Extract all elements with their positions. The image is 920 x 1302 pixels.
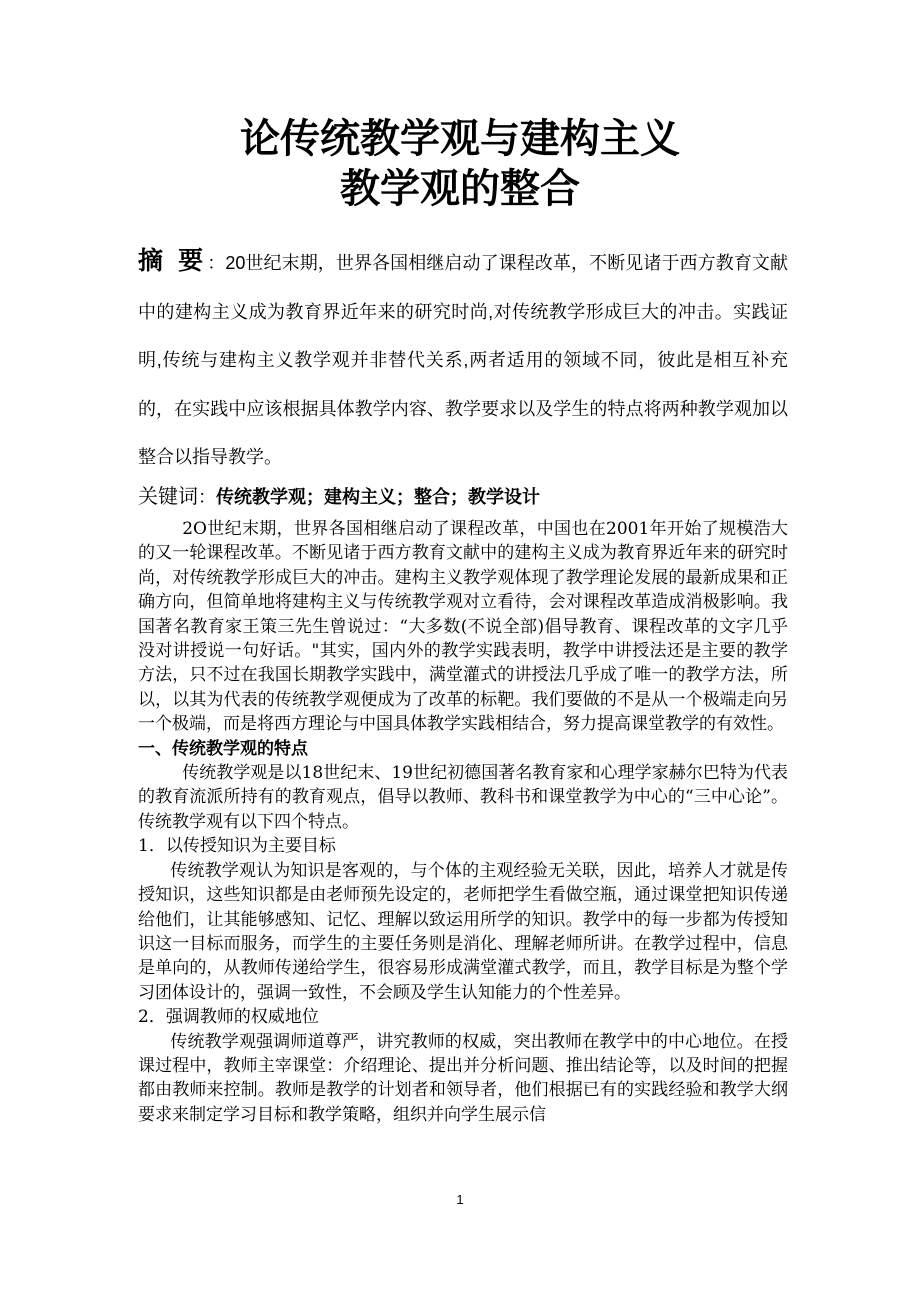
point-2-heading: 2．强调教师的权威地位 (138, 1007, 319, 1028)
body-text (138, 517, 788, 1127)
intro-paragraph: 2O世纪末期，世界各国相继启动了课程改革，中国也在2001年开始了规模浩大的又一轮课程改革。不断见诸于西方教育文献中的建构主义成为教育界近年来的研究时尚，对传统教学形成巨大的冲击。建构主义教学观体现了教学理论发展的最新成果和正确方向，但简单地将建构主义与传统教学观对立看待，会对课程改革造成消极影响。我国著名教育家王策三先生曾说过：“大多数(不说全部)倡导教育、课程改革的文字几乎没对讲授说一句好话。"其实，国内外的教学实践表明，教学中讲授法还是主要的教学方法，只不过在我国长期教学实践中，满堂灌式的讲授法几乎成了唯一的教学方法，所以，以其为代表的传统教学观便成为了改革的标靶。我们要做的不是从一个极端走向另一个极端，而是将西方理论与中国具体教学实践相结合，努力提高课堂教学的有效性。 (138, 519, 788, 735)
keywords (138, 481, 788, 513)
point-2-paragraph: 传统教学观强调师道尊严，讲究教师的权威，突出教师在教学中的中心地位。在授课过程中，教师主宰课堂：介绍理论、提出并分析问题、推出结论等，以及时间的把握都由教师来控制。教师是教学的计划者和领导者，他们根据已有的实践经验和教学大纲要求来制定学习目标和教学策略，组织并向学生展示信 (138, 1031, 788, 1125)
keywords-value: 传统教学观；建构主义；整合；教学设计 (216, 487, 540, 507)
section-1-paragraph: 传统教学观是以18世纪末、19世纪初德国著名教育家和心理学家赫尔巴特为代表的教育流派所持有的教育观点，倡导以教师、教科书和课堂教学为中心的“三中心论”。传统教学观有以下四个特点。 (138, 763, 788, 832)
point-1-heading: 1．以传授知识为主要目标 (138, 836, 336, 857)
keywords-colon: ： (198, 487, 216, 507)
abstract-colon: ： (207, 253, 226, 273)
point-1-paragraph: 传统教学观认为知识是客观的，与个体的主观经验无关联，因此，培养人才就是传授知识，这些知识都是由老师预先设定的，老师把学生看做空瓶，通过课堂把知识传递给他们，让其能够感知、记忆、理解以致运用所学的知识。教学中的每一步都为传授知识这一目标而服务，而学生的主要任务则是消化、理解老师所讲。在教学过程中，信息是单向的，从教师传递给学生，很容易形成满堂灌式教学，而且，教学目标是为整个学习团体设计的，强调一致性，不会顾及学生认知能力的个性差异。 (138, 860, 788, 1003)
title-line-2: 教学观的整合 (340, 167, 580, 211)
page-number: 1 (456, 1192, 464, 1207)
keywords-label: 关键词 (138, 486, 198, 508)
title-line-1: 论传统教学观与建构主义 (240, 117, 680, 161)
abstract-text: 20世纪末期，世界各国相继启动了课程改革，不断见诸于西方教育文献中的建构主义成为教育界近年来的研究时尚,对传统教学形成巨大的冲击。实践证明,传统与建构主义教学观并非替代关系,两者适用的领域不同，彼此是相互补充的，在实践中应该根据具体教学内容、教学要求以及学生的特点将两种教学观加以整合以指导教学。 (138, 253, 788, 467)
section-1-heading: 一、传统教学观的特点 (138, 738, 308, 759)
abstract (138, 237, 788, 482)
abstract-label: 摘 要 (138, 247, 208, 275)
